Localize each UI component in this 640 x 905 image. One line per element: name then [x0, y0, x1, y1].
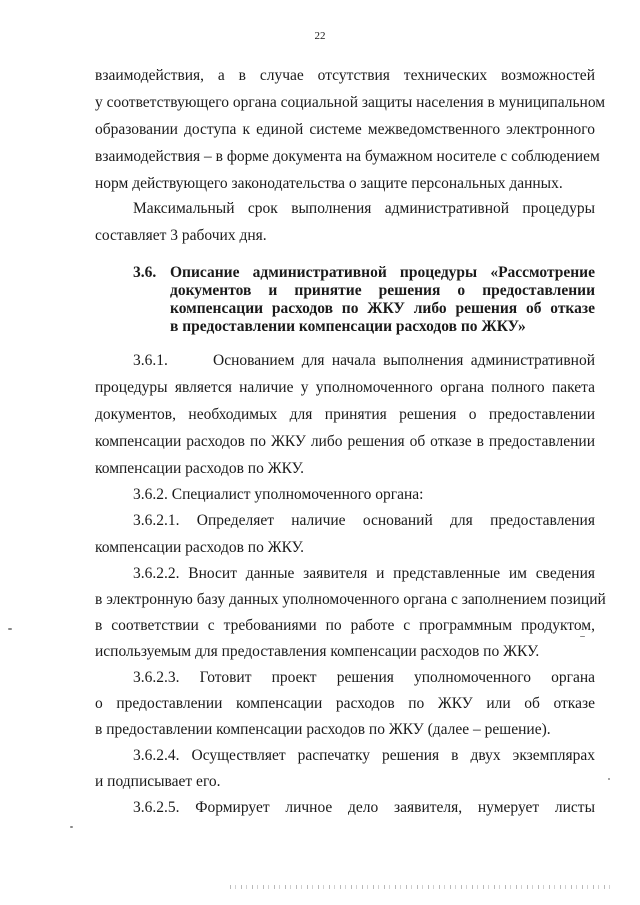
body-line: 3.6.2.4. Осуществляет распечатку решения в двух экземплярах	[133, 747, 595, 764]
section-heading-line: документов и принятие решения о предоставлении	[170, 282, 595, 299]
body-line: 3.6.2.5. Формирует личное дело заявителя, нумерует листы	[133, 799, 595, 816]
section-number: 3.6.	[133, 264, 157, 281]
body-line: в предоставлении компенсации расходов по ЖКУ (далее – решение).	[95, 721, 551, 738]
section-heading-line: Описание административной процедуры «Рассмотрение	[170, 264, 595, 281]
body-line: в соответствии с требованиями по работе с программным продуктом,	[95, 617, 595, 634]
body-line: 3.6.2.3. Готовит проект решения уполномоченного органа	[133, 669, 595, 686]
body-line: процедуры является наличие у уполномоченного органа полного пакета	[95, 379, 595, 396]
scan-speck	[70, 826, 73, 828]
body-line: в электронную базу данных уполномоченного органа с заполнением позиций	[95, 591, 606, 608]
body-line: Основанием для начала выполнения административной	[213, 352, 595, 369]
body-line: 3.6.2. Специалист уполномоченного органа:	[133, 486, 424, 503]
body-line: составляет 3 рабочих дня.	[95, 227, 267, 244]
section-heading-line: компенсации расходов по ЖКУ либо решения об отказе	[170, 300, 595, 317]
body-line: взаимодействия, а в случае отсутствия технических возможностей	[95, 67, 595, 84]
body-line: компенсации расходов по ЖКУ либо решения об отказе в предоставлении	[95, 433, 595, 450]
clause-number: 3.6.1.	[133, 352, 168, 369]
body-line: компенсации расходов по ЖКУ.	[95, 460, 304, 477]
scan-speck	[8, 628, 12, 630]
page-number: 22	[314, 30, 326, 42]
body-line: у соответствующего органа социальной защиты населения в муниципальном	[95, 94, 606, 111]
body-line: норм действующего законодательства о защите персональных данных.	[95, 175, 563, 192]
body-line: используемым для предоставления компенсации расходов по ЖКУ.	[95, 643, 540, 660]
body-line: и подписывает его.	[95, 773, 221, 790]
body-line: документов, необходимых для принятия решения о предоставлении	[95, 406, 595, 423]
body-line: о предоставлении компенсации расходов по ЖКУ или об отказе	[95, 695, 595, 712]
body-line: Максимальный срок выполнения административной процедуры	[133, 200, 595, 217]
body-line: 3.6.2.2. Вносит данные заявителя и представленные им сведения	[133, 565, 595, 582]
scan-speck	[580, 636, 585, 637]
body-line: взаимодействия – в форме документа на бумажном носителе с соблюдением	[95, 148, 600, 165]
body-line: компенсации расходов по ЖКУ.	[95, 539, 304, 556]
body-line: образовании доступа к единой системе межведомственного электронного	[95, 121, 595, 138]
body-line: 3.6.2.1. Определяет наличие оснований для предоставления	[133, 512, 595, 529]
scan-noise	[230, 885, 610, 889]
scan-speck	[608, 778, 610, 780]
section-heading-line: в предоставлении компенсации расходов по ЖКУ»	[170, 318, 526, 335]
